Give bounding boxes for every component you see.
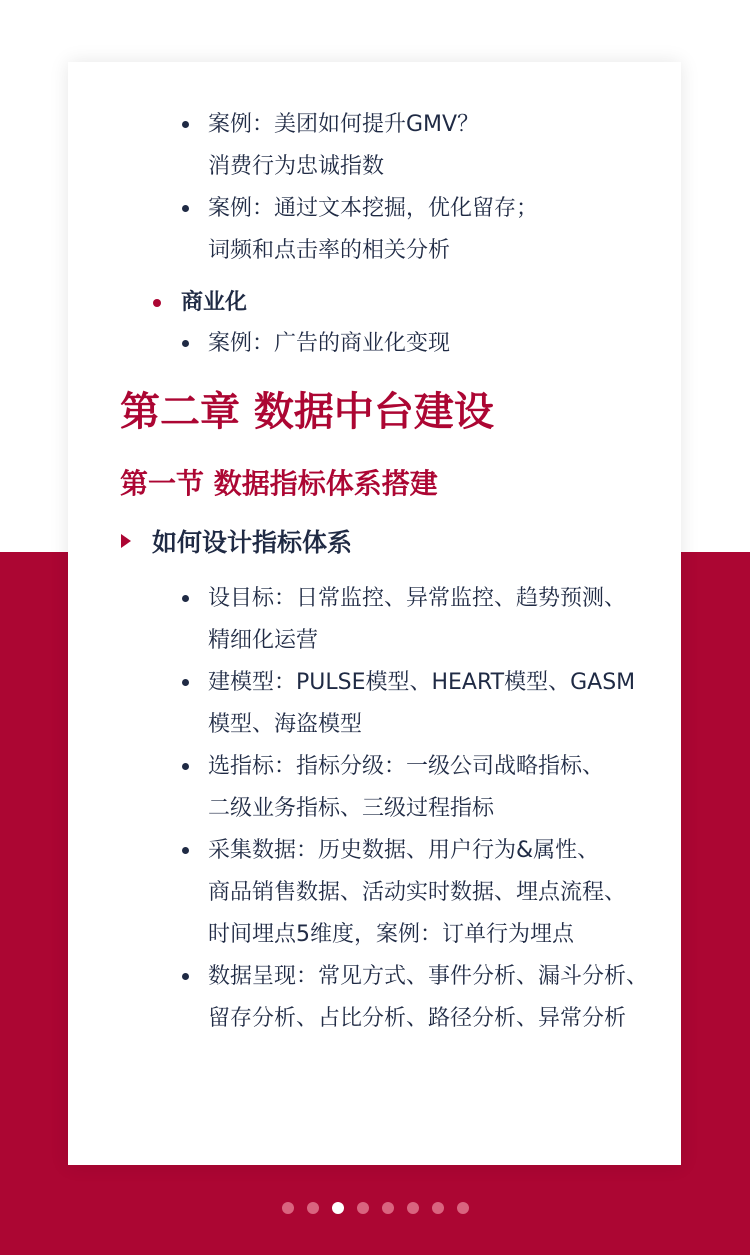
bullet-icon xyxy=(182,679,189,686)
list-item-line: 选指标：指标分级：一级公司战略指标、 xyxy=(208,754,605,779)
list-item-line: 设目标：日常监控、异常监控、趋势预测、 xyxy=(208,586,627,611)
list-item-line: 模型、海盗模型 xyxy=(208,712,363,737)
bullet-icon xyxy=(182,973,189,980)
page-dot[interactable] xyxy=(282,1202,294,1214)
pagination-dots xyxy=(0,1200,750,1216)
page-dot[interactable] xyxy=(407,1202,419,1214)
chapter-title: 第二章 数据中台建设 xyxy=(120,389,494,435)
list-item-line: 二级业务指标、三级过程指标 xyxy=(208,796,495,821)
list-item-line: 案例：通过文本挖掘，优化留存； xyxy=(208,196,539,221)
list-item-line: 留存分析、占比分析、路径分析、异常分析 xyxy=(208,1006,627,1031)
content-card xyxy=(68,62,681,1165)
bullet-icon xyxy=(182,205,189,212)
list-item-line: 建模型：PULSE模型、HEART模型、GASM xyxy=(208,670,636,695)
bullet-icon xyxy=(182,595,189,602)
page-dot-active[interactable] xyxy=(332,1202,344,1214)
list-item-line: 案例：美团如何提升GMV？ xyxy=(208,112,480,137)
bullet-icon xyxy=(182,340,189,347)
page-dot[interactable] xyxy=(457,1202,469,1214)
bullet-icon xyxy=(182,847,189,854)
list-item-line: 精细化运营 xyxy=(208,628,319,653)
list-item-line: 词频和点击率的相关分析 xyxy=(208,238,451,263)
page-dot[interactable] xyxy=(357,1202,369,1214)
commercialization-label: 商业化 xyxy=(181,290,248,315)
page-dot[interactable] xyxy=(432,1202,444,1214)
bullet-icon xyxy=(182,763,189,770)
section-title: 第一节 数据指标体系搭建 xyxy=(120,467,438,500)
list-item-line: 时间埋点5维度，案例：订单行为埋点 xyxy=(208,922,574,947)
bullet-icon xyxy=(182,121,189,128)
list-item-line: 案例：广告的商业化变现 xyxy=(208,331,451,356)
page-dot[interactable] xyxy=(382,1202,394,1214)
list-item-line: 商品销售数据、活动实时数据、埋点流程、 xyxy=(208,880,627,905)
page-dot[interactable] xyxy=(307,1202,319,1214)
list-item-line: 采集数据：历史数据、用户行为&属性、 xyxy=(208,838,600,863)
triangle-marker-icon xyxy=(121,534,131,548)
subsection-title: 如何设计指标体系 xyxy=(152,528,353,557)
list-item-line: 数据呈现：常见方式、事件分析、漏斗分析、 xyxy=(208,964,649,989)
red-bullet-icon xyxy=(153,299,161,307)
list-item-line: 消费行为忠诚指数 xyxy=(208,154,385,179)
